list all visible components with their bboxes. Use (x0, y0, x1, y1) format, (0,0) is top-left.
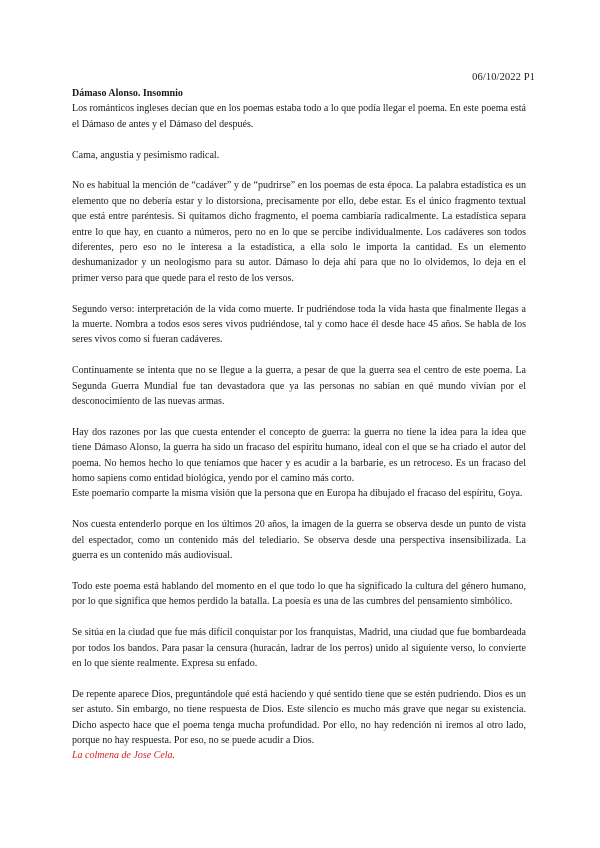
paragraph: Segundo verso: interpretación de la vida como muerte. Ir pudriéndose toda la vida hasta que finalmente llegas a la muerte. Nombra a todos esos seres vivos pudriéndose, tal y como hace él desde hace 45 años. Se habla de los seres vivos como si fueran cadáveres. (72, 303, 526, 346)
paragraph: Los románticos ingleses decían que en los poemas estaba todo a lo que podía llegar el poema. En este poema está el Dámaso de antes y el Dámaso del después. (72, 103, 526, 130)
paragraph: Continuamente se intenta que no se llegue a la guerra, a pesar de que la guerra sea el centro de este poema. La Segunda Guerra Mundial fue tan devastadora que ya las personas no sabían en qué mundo vivían por el desconocimiento de las nuevas armas. (72, 365, 526, 408)
paragraph: Este poemario comparte la misma visión que la persona que en Europa ha dibujado el fracaso del espíritu, Goya. (72, 488, 523, 500)
closing-note: La colmena de Jose Cela. (72, 750, 176, 762)
document-title: Dámaso Alonso. Insomnio (72, 88, 183, 99)
date-header: 06/10/2022 P1 (472, 72, 535, 83)
paragraph: Hay dos razones por las que cuesta entender el concepto de guerra: la guerra no tiene la idea para la idea que tiene Dámaso Alonso, la guerra ha sido un fracaso del espíritu humano, ideal con el que se ha criado el autor del poema. No hemos hecho lo que teníamos que hacer y es acudir a la barbarie, es un retroceso. Es un fracaso del homo sapiens como entidad biológica, yendo por el camino más corto. (72, 426, 526, 485)
paragraph: De repente aparece Dios, preguntándole qué está haciendo y qué sentido tiene que se estén pudriendo. Dios es un ser astuto. Sin embargo, no tiene respuesta de Dios. Este silencio es mucho más grave que negar su existencia. Dicho aspecto hace que el poema tenga mucha profundidad. Por ello, no hay redención ni iremos al otro lado, porque no hay respuesta. Por eso, no se puede acudir a Dios. (72, 688, 526, 746)
paragraph: No es habitual la mención de “cadáver” y de “pudrirse” en los poemas de esta época. La palabra estadística es un elemento que no debería estar y lo distorsiona, precisamente por ello, debe estar. Es el único fragmento textual que está entre paréntesis. Si quitamos dicho fragmento, el poema cambiaría radicalmente. La estadística separa entre lo que hay, en cuanto a números, pero no en lo que se percibe individualmente. Los cadáveres son todos diferentes, pero eso no le interesa a la estadística, a ella solo le importa la cantidad. Es un elemento deshumanizador y un neologismo para su autor. Dámaso lo deja ahí para que no lo olvidemos, lo deja en el primer verso para que quede para el resto de los versos. (72, 180, 526, 284)
paragraph: Todo este poema está hablando del momento en el que todo lo que ha significado la cultura del género humano, por lo que significa que hemos perdido la batalla. La poesía es una de las cumbres del pensamiento simbólico. (72, 580, 526, 608)
document-body (72, 86, 526, 764)
paragraph: Cama, angustia y pesimismo radical. (72, 149, 220, 161)
paragraph: Nos cuesta entenderlo porque en los últimos 20 años, la imagen de la guerra se observa desde un punto de vista del espectador, como un contenido más del telediario. Se observa desde una perspectiva insensibilizada. La guerra es un contenido más audiovisual. (72, 519, 526, 562)
paragraph: Se sitúa en la ciudad que fue más difícil conquistar por los franquistas, Madrid, una ciudad que fue bombardeada por todos los bandos. Para pasar la censura (huracán, ladrar de los perros) unido al siguiente verso, lo convierte en lo que siente realmente. Expresa su enfado. (72, 627, 526, 669)
